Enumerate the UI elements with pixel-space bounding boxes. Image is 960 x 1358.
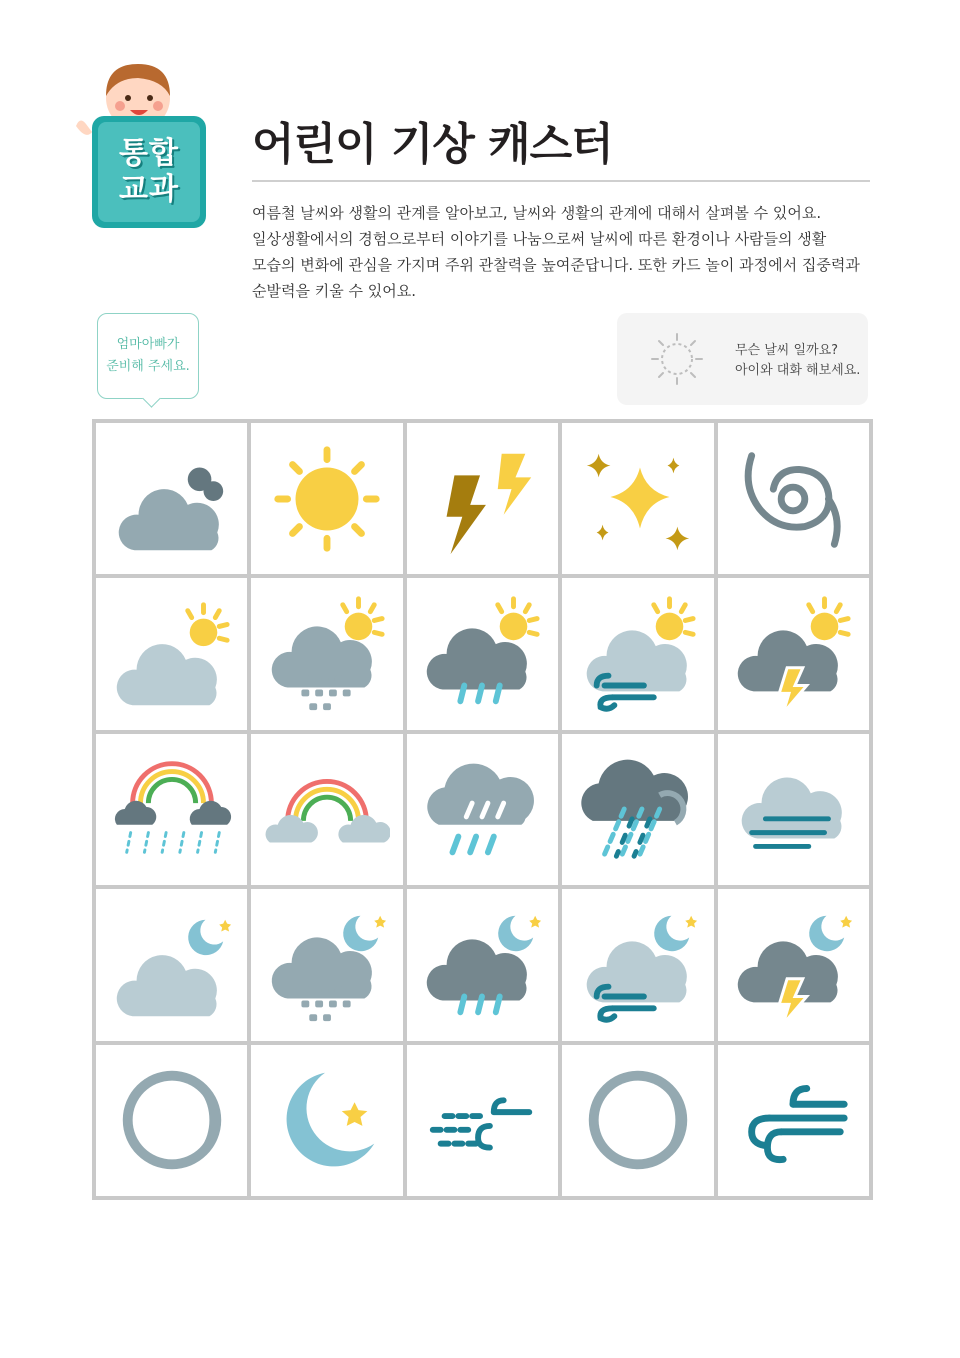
card-cloudy[interactable] [96, 423, 247, 574]
description-line: 순발력을 키울 수 있어요. [252, 282, 416, 300]
tip-line-1: 무슨 날씨 일까요? [735, 343, 839, 358]
snow-cloud-day-icon [264, 591, 390, 717]
sun-icon [264, 436, 390, 562]
windy-cloud-night-icon [575, 902, 701, 1028]
card-windy-cloud-day[interactable] [562, 578, 713, 729]
description [252, 200, 872, 304]
card-storm-rain[interactable] [562, 734, 713, 885]
windy-cloud-day-icon [575, 591, 701, 717]
rain-cloud-night-icon [419, 902, 545, 1028]
card-rainbow[interactable] [251, 734, 402, 885]
parent-note-bubble [97, 313, 199, 399]
parent-note-line-1: 엄마아빠가 [116, 337, 180, 352]
card-sun[interactable] [251, 423, 402, 574]
badge-line-2: 교과 [119, 172, 179, 207]
card-heavy-rain[interactable] [407, 734, 558, 885]
card-wind[interactable] [718, 1045, 869, 1196]
partly-cloudy-night-icon [109, 902, 235, 1028]
card-crescent-moon-2[interactable] [562, 1045, 713, 1196]
thunder-cloud-night-icon [730, 902, 856, 1028]
dashed-sun-icon [649, 331, 705, 387]
badge-line-1: 통합 [119, 136, 179, 171]
lightning-icon [419, 436, 545, 562]
moon-star-icon [264, 1057, 390, 1183]
card-thunder-cloud-night[interactable] [718, 889, 869, 1040]
snow-cloud-night-icon [264, 902, 390, 1028]
partly-cloudy-day-icon [109, 591, 235, 717]
card-rainbow-rain[interactable] [96, 734, 247, 885]
heavy-rain-icon [419, 746, 545, 872]
crescent-moon-icon [109, 1057, 235, 1183]
rainbow-icon [264, 746, 390, 872]
card-typhoon[interactable] [718, 423, 869, 574]
weather-card-grid [92, 419, 873, 1200]
card-windy-cloud-night[interactable] [562, 889, 713, 1040]
card-wind-dashes[interactable] [407, 1045, 558, 1196]
subject-badge [92, 116, 206, 228]
rain-cloud-day-icon [419, 591, 545, 717]
storm-rain-icon [575, 746, 701, 872]
typhoon-icon [730, 436, 856, 562]
thunder-cloud-day-icon [730, 591, 856, 717]
title-divider [252, 180, 870, 182]
card-partly-cloudy-night[interactable] [96, 889, 247, 1040]
card-lightning[interactable] [407, 423, 558, 574]
crescent-moon-icon [575, 1057, 701, 1183]
card-fog[interactable] [718, 734, 869, 885]
fog-icon [730, 746, 856, 872]
card-moon-star[interactable] [251, 1045, 402, 1196]
cloudy-icon [109, 436, 235, 562]
card-snow-cloud-night[interactable] [251, 889, 402, 1040]
card-rain-cloud-day[interactable] [407, 578, 558, 729]
wind-dashes-icon [419, 1057, 545, 1183]
card-rain-cloud-night[interactable] [407, 889, 558, 1040]
card-snow-cloud-day[interactable] [251, 578, 402, 729]
card-thunder-cloud-day[interactable] [718, 578, 869, 729]
page-title: 어린이 기상 캐스터 [252, 119, 613, 170]
parent-note-line-2: 준비해 주세요. [106, 359, 190, 374]
card-sparkle[interactable] [562, 423, 713, 574]
card-partly-cloudy-day[interactable] [96, 578, 247, 729]
wind-icon [730, 1057, 856, 1183]
sparkle-icon [575, 436, 701, 562]
tip-box [617, 313, 868, 405]
tip-line-2: 아이와 대화 해보세요. [735, 363, 861, 378]
rainbow-rain-icon [109, 746, 235, 872]
card-crescent-moon[interactable] [96, 1045, 247, 1196]
description-line: 모습의 변화에 관심을 가지며 주위 관찰력을 높여준답니다. 또한 카드 놀이 과정에서 집중력과 [252, 256, 860, 274]
description-line: 일상생활에서의 경험으로부터 이야기를 나눔으로써 날씨에 따른 환경이나 사람들의 생활 [252, 230, 827, 248]
description-line: 여름철 날씨와 생활의 관계를 알아보고, 날씨와 생활의 관계에 대해서 살펴볼 수 있어요. [252, 204, 822, 222]
